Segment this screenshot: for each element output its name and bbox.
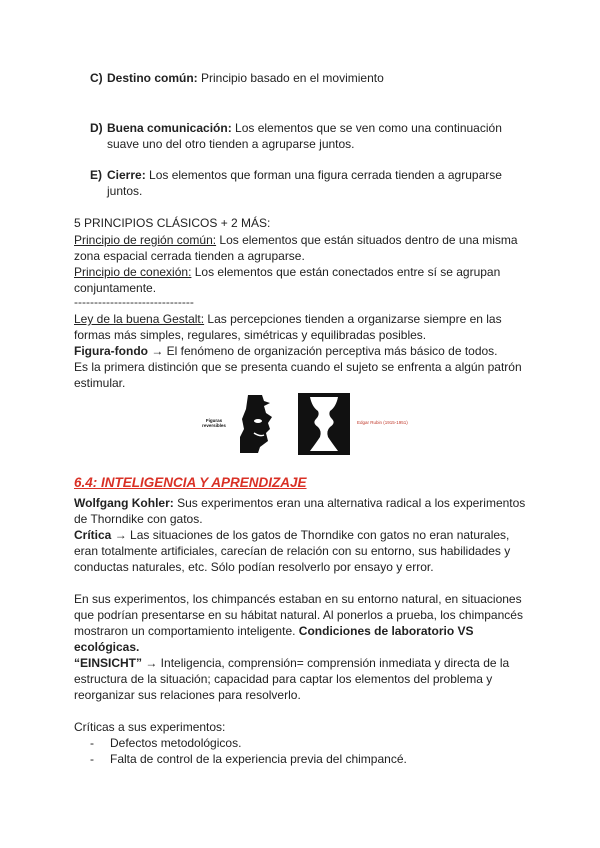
einsicht-paragraph [74, 655, 534, 703]
list-item [90, 751, 407, 767]
item-letter: D) [90, 121, 103, 135]
einsicht-text: → Inteligencia, comprensión= comprensión inmediata y directa de la estructura de la situación; capacidad para captar los elementos del problema y reorganizar sus relaciones para resolverlo. [74, 656, 510, 702]
critica-term: Crítica [74, 528, 112, 542]
criticas-heading: Críticas a sus experimentos: [74, 720, 226, 734]
einsicht-term: “EINSICHT” [74, 656, 143, 670]
figura-fondo-detail: Es la primera distinción que se presenta cuando el sujeto se enfrenta a algún patrón estimular. [74, 360, 522, 390]
reversible-face-figure [236, 393, 276, 455]
gestalt-text: Las percepciones tienden a organizarse siempre en las formas más simples, regulares, simétricas y equilibradas posibles. [74, 312, 502, 342]
list-item-text: Falta de control de la experiencia previa del chimpancé. [110, 752, 407, 766]
separator-line: ------------------------------ [74, 295, 194, 309]
chimp-bold: Condiciones de laboratorio VS ecológicas. [74, 624, 474, 654]
critica-text: → Las situaciones de los gatos de Thorndike con gatos no eran naturales, eran totalmente artificiales, carecían de relación con su entorno, sus habilidades y conductas naturales, etc. Sólo podían resolverlo por ensayo y error. [74, 528, 511, 574]
list-item-cierre [90, 167, 530, 199]
item-text: Los elementos que forman una figura cerrada tienden a agruparse juntos. [107, 168, 502, 198]
list-item-destino-comun [90, 70, 530, 86]
kohler-paragraph [74, 495, 534, 527]
figura-fondo [74, 343, 534, 359]
principios-heading: 5 PRINCIPIOS CLÁSICOS + 2 MÁS: [74, 216, 271, 230]
list-item-buena-comunicacion [90, 120, 530, 152]
list-bullet: - [90, 752, 94, 766]
item-term: Buena comunicación: [107, 121, 232, 135]
kohler-text: Sus experimentos eran una alternativa radical a los experimentos de Thorndike con gatos. [74, 496, 526, 526]
figura-text: → El fenómeno de organización perceptiva más básico de todos. [147, 344, 498, 358]
item-text: Principio basado en el movimiento [197, 71, 384, 85]
figure-caption-right: Edgar Rubin (1915-1951) [357, 420, 408, 425]
list-item [90, 735, 407, 751]
item-term: Cierre: [107, 168, 146, 182]
item-letter: C) [90, 71, 103, 85]
chimp-paragraph [74, 591, 534, 655]
section-heading: 6.4: INTELIGENCIA Y APRENDIZAJE [74, 475, 307, 490]
figure-caption-left: Figuras reversibles [202, 418, 226, 428]
rubin-vase-figure [298, 393, 350, 455]
principio-region-text: Los elementos que están situados dentro de una misma zona espacial cerrada tienden a agruparse. [74, 233, 518, 263]
item-term: Destino común: [107, 71, 198, 85]
item-letter: E) [90, 168, 102, 182]
principio-conexion-text: Los elementos que están conectados entre sí se agrupan conjuntamente. [74, 265, 501, 295]
ley-buena-gestalt [74, 311, 534, 343]
chimp-text: En sus experimentos, los chimpancés estaban en su entorno natural, en situaciones que podrían presentarse en su hábitat natural. Al ponerlos a prueba, los chimpancés mostraron un comportamiento inteligente. [74, 592, 523, 638]
principio-conexion [74, 264, 534, 296]
critica-paragraph [74, 527, 534, 575]
criticas-list [90, 735, 407, 767]
gestalt-term: Ley de la buena Gestalt: [74, 312, 205, 326]
figura-term: Figura-fondo [74, 344, 148, 358]
kohler-term: Wolfgang Kohler: [74, 496, 174, 510]
item-text: Los elementos que se ven como una continuación suave uno del otro tienden a agruparse juntos. [107, 121, 502, 151]
list-bullet: - [90, 736, 94, 750]
principio-conexion-term: Principio de conexión: [74, 265, 192, 279]
list-item-text: Defectos metodológicos. [110, 736, 242, 750]
principio-region-term: Principio de región común: [74, 233, 217, 247]
principio-region-comun [74, 232, 534, 264]
